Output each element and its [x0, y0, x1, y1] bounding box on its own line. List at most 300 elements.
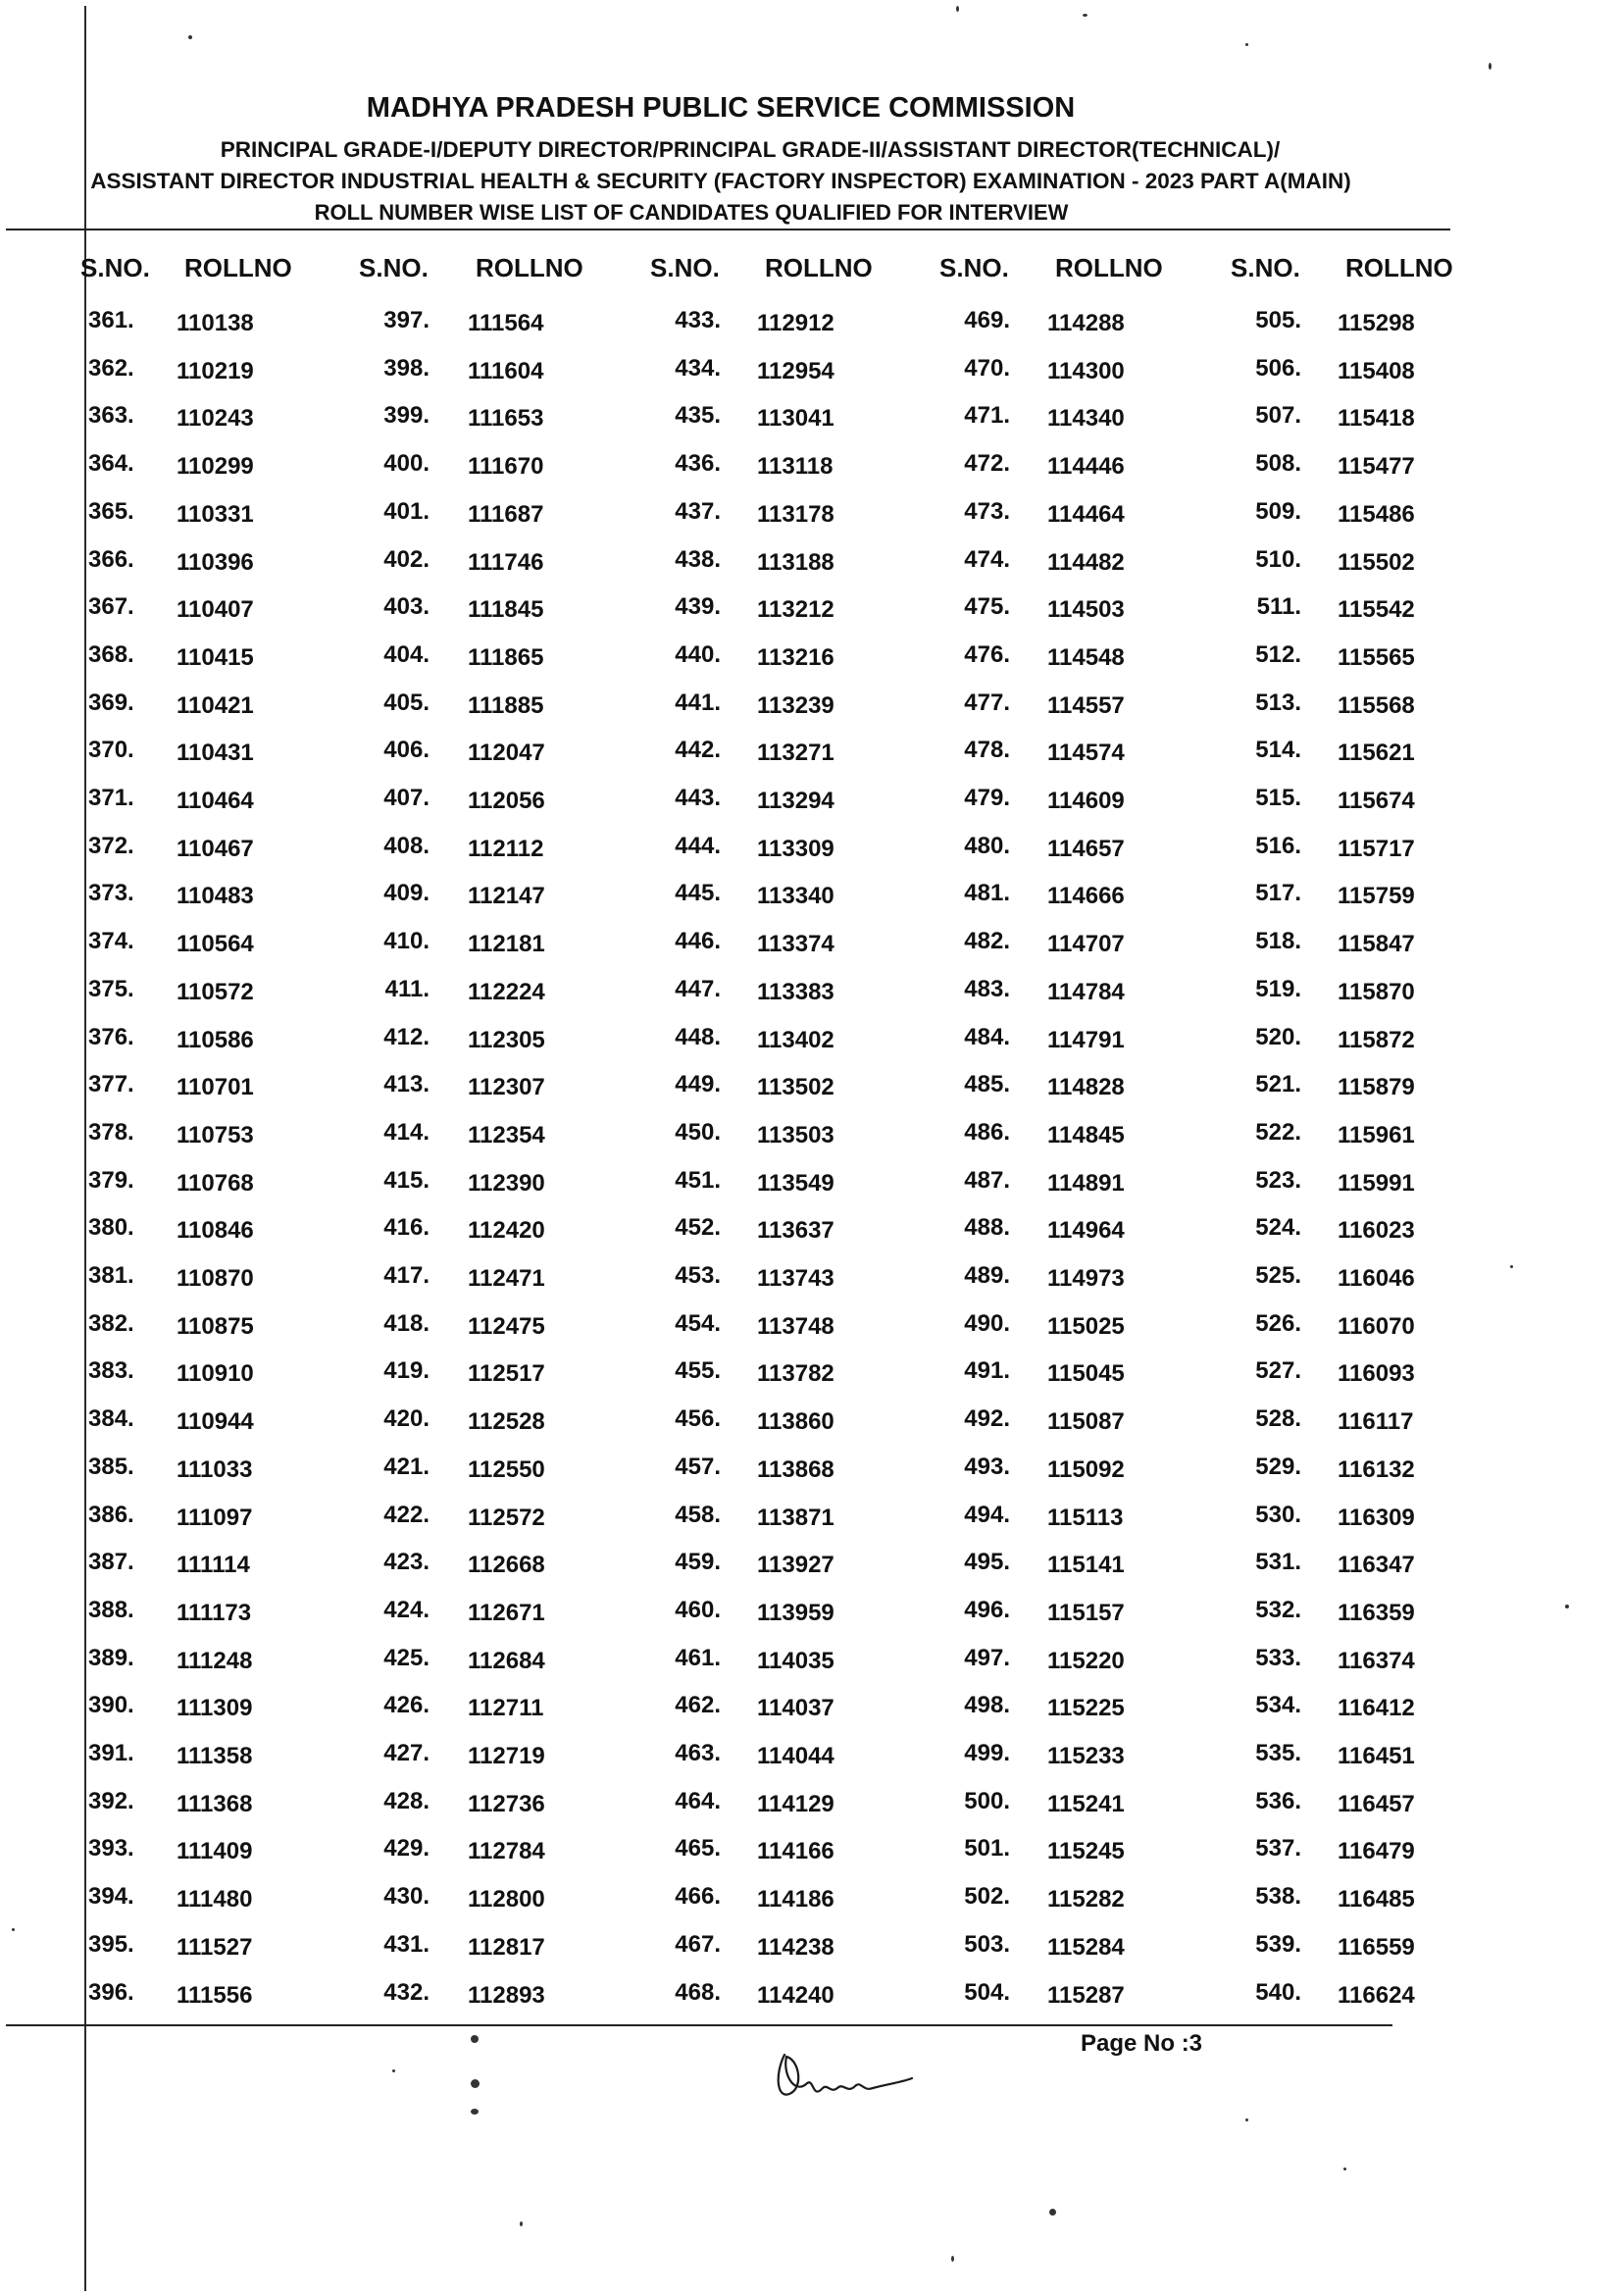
roll-number-cell: 110944 — [177, 1408, 254, 1436]
roll-number-cell: 113549 — [757, 1169, 834, 1197]
serial-number-cell: 423. — [383, 1549, 430, 1576]
serial-number-cell: 398. — [383, 354, 430, 382]
roll-number-cell: 112181 — [468, 931, 545, 958]
roll-number-cell: 115157 — [1047, 1599, 1125, 1626]
roll-number-cell: 114891 — [1047, 1169, 1125, 1197]
serial-number-cell: 391. — [88, 1740, 134, 1766]
serial-number-cell: 509. — [1255, 497, 1301, 525]
roll-number-cell: 116412 — [1338, 1695, 1415, 1722]
roll-number-cell: 113239 — [757, 691, 834, 719]
scan-speck — [471, 2035, 479, 2043]
serial-number-cell: 482. — [964, 928, 1010, 955]
roll-number-cell: 112047 — [468, 740, 545, 767]
serial-number-cell: 504. — [964, 1978, 1010, 2006]
serial-number-cell: 374. — [88, 928, 134, 955]
serial-number-cell: 407. — [383, 785, 430, 811]
serial-number-cell: 473. — [964, 497, 1010, 525]
roll-number-cell: 115565 — [1338, 643, 1415, 671]
roll-number-cell: 116309 — [1338, 1504, 1415, 1531]
roll-number-cell: 112528 — [468, 1408, 545, 1436]
serial-number-cell: 389. — [88, 1644, 134, 1671]
serial-number-cell: 533. — [1255, 1644, 1301, 1671]
roll-number-cell: 110768 — [177, 1169, 254, 1197]
serial-number-cell: 459. — [675, 1549, 721, 1576]
scan-speck — [1489, 63, 1492, 70]
serial-number-cell: 388. — [88, 1596, 134, 1623]
serial-number-cell: 437. — [675, 497, 721, 525]
roll-number-cell: 111885 — [468, 691, 544, 719]
serial-number-cell: 532. — [1255, 1596, 1301, 1623]
roll-number-cell: 113959 — [757, 1599, 834, 1626]
serial-number-cell: 526. — [1255, 1309, 1301, 1337]
roll-number-cell: 110243 — [177, 405, 254, 433]
roll-number-cell: 110415 — [177, 643, 254, 671]
roll-number-cell: 115284 — [1047, 1933, 1125, 1961]
serial-number-cell: 490. — [964, 1309, 1010, 1337]
serial-number-cell: 422. — [383, 1501, 430, 1528]
serial-number-cell: 449. — [675, 1071, 721, 1098]
serial-number-cell: 470. — [964, 354, 1010, 382]
roll-number-cell: 116117 — [1338, 1408, 1414, 1436]
roll-number-cell: 114446 — [1047, 453, 1125, 481]
roll-number-cell: 116093 — [1338, 1360, 1415, 1388]
serial-number-cell: 366. — [88, 545, 134, 573]
scan-speck — [1565, 1605, 1569, 1608]
roll-number-cell: 116070 — [1338, 1312, 1415, 1340]
roll-number-cell: 114828 — [1047, 1074, 1125, 1101]
roll-number-cell: 113041 — [757, 405, 834, 433]
roll-number-cell: 110421 — [177, 691, 254, 719]
roll-number-cell: 115674 — [1338, 788, 1415, 814]
roll-number-cell: 113743 — [757, 1265, 834, 1292]
roll-number-cell: 113748 — [757, 1312, 834, 1340]
serial-number-cell: 458. — [675, 1501, 721, 1528]
scan-speck — [520, 2221, 523, 2226]
serial-number-cell: 427. — [383, 1740, 430, 1766]
serial-number-cell: 394. — [88, 1883, 134, 1911]
rollno-column-header: ROLLNO — [765, 253, 873, 282]
serial-number-cell: 520. — [1255, 1023, 1301, 1050]
roll-number-cell: 115872 — [1338, 1026, 1415, 1053]
serial-number-cell: 403. — [383, 593, 430, 621]
scan-speck — [471, 2109, 479, 2115]
serial-number-cell: 443. — [675, 785, 721, 811]
roll-number-cell: 113637 — [757, 1217, 834, 1245]
serial-number-cell: 485. — [964, 1071, 1010, 1098]
serial-number-cell: 386. — [88, 1501, 134, 1528]
serial-number-cell: 525. — [1255, 1262, 1301, 1289]
roll-number-cell: 116132 — [1338, 1455, 1415, 1483]
serial-number-cell: 457. — [675, 1453, 721, 1480]
roll-number-cell: 113216 — [757, 643, 834, 671]
roll-number-cell: 116457 — [1338, 1790, 1415, 1817]
roll-number-cell: 114574 — [1047, 740, 1125, 767]
roll-number-cell: 113340 — [757, 883, 834, 910]
page-number: Page No :3 — [1081, 2030, 1203, 2057]
roll-number-cell: 110875 — [177, 1312, 254, 1340]
serial-number-cell: 406. — [383, 737, 430, 764]
serial-number-cell: 508. — [1255, 450, 1301, 478]
serial-number-cell: 483. — [964, 975, 1010, 1002]
roll-number-cell: 111033 — [177, 1455, 253, 1483]
roll-number-cell: 112893 — [468, 1981, 545, 2009]
roll-number-cell: 113118 — [757, 453, 834, 481]
serial-number-cell: 383. — [88, 1357, 134, 1385]
serial-number-cell: 420. — [383, 1405, 430, 1433]
serial-number-cell: 518. — [1255, 928, 1301, 955]
roll-number-cell: 112056 — [468, 788, 545, 814]
roll-number-cell: 112719 — [468, 1743, 545, 1769]
roll-number-cell: 110701 — [177, 1074, 254, 1101]
serial-number-cell: 495. — [964, 1549, 1010, 1576]
scan-speck — [951, 2256, 954, 2262]
roll-number-cell: 115225 — [1047, 1695, 1125, 1722]
serial-number-cell: 537. — [1255, 1835, 1301, 1862]
roll-number-cell: 116359 — [1338, 1599, 1415, 1626]
serial-number-cell: 380. — [88, 1214, 134, 1242]
roll-number-cell: 111480 — [177, 1886, 253, 1913]
serial-number-cell: 476. — [964, 640, 1010, 668]
roll-number-cell: 112354 — [468, 1121, 545, 1148]
roll-number-cell: 111248 — [177, 1647, 253, 1674]
serial-number-cell: 448. — [675, 1023, 721, 1050]
serial-number-cell: 517. — [1255, 880, 1301, 907]
scan-speck — [1083, 14, 1087, 17]
serial-number-cell: 367. — [88, 593, 134, 621]
roll-number-cell: 116046 — [1338, 1265, 1415, 1292]
serial-number-cell: 500. — [964, 1787, 1010, 1814]
serial-number-cell: 477. — [964, 689, 1010, 716]
roll-number-cell: 115282 — [1047, 1886, 1125, 1913]
exam-title-line-1: PRINCIPAL GRADE-I/DEPUTY DIRECTOR/PRINCIPAL GRADE-II/ASSISTANT DIRECTOR(TECHNICAL)/ — [220, 137, 1281, 162]
serial-number-cell: 408. — [383, 832, 430, 859]
roll-number-cell: 111527 — [177, 1933, 253, 1961]
serial-number-cell: 401. — [383, 497, 430, 525]
roll-number-cell: 110396 — [177, 548, 254, 576]
serial-number-cell: 428. — [383, 1787, 430, 1814]
serial-number-cell: 489. — [964, 1262, 1010, 1289]
roll-number-cell: 111409 — [177, 1838, 253, 1865]
roll-number-cell: 113271 — [757, 740, 834, 767]
roll-number-cell: 113178 — [757, 500, 834, 528]
serial-number-cell: 531. — [1255, 1549, 1301, 1576]
serial-number-cell: 529. — [1255, 1453, 1301, 1480]
serial-number-cell: 365. — [88, 497, 134, 525]
roll-number-cell: 110910 — [177, 1360, 254, 1388]
serial-number-cell: 486. — [964, 1118, 1010, 1146]
roll-number-cell: 115241 — [1047, 1790, 1125, 1817]
serial-number-cell: 414. — [383, 1118, 430, 1146]
roll-number-cell: 115418 — [1338, 405, 1415, 433]
roll-number-cell: 114784 — [1047, 978, 1125, 1005]
roll-number-cell: 114044 — [757, 1743, 834, 1769]
scan-speck — [188, 35, 192, 39]
roll-number-cell: 113212 — [757, 596, 834, 624]
roll-number-cell: 113383 — [757, 978, 834, 1005]
roll-number-cell: 113782 — [757, 1360, 834, 1388]
roll-number-cell: 112711 — [468, 1695, 544, 1722]
scan-speck — [1510, 1265, 1513, 1268]
serial-number-cell: 481. — [964, 880, 1010, 907]
roll-number-cell: 111358 — [177, 1743, 253, 1769]
roll-number-cell: 114845 — [1047, 1121, 1125, 1148]
serial-number-cell: 393. — [88, 1835, 134, 1862]
roll-number-cell: 115025 — [1047, 1312, 1125, 1340]
serial-number-cell: 492. — [964, 1405, 1010, 1433]
roll-number-cell: 110467 — [177, 835, 254, 862]
serial-number-cell: 484. — [964, 1023, 1010, 1050]
sno-column-header: S.NO. — [80, 253, 150, 282]
serial-number-cell: 478. — [964, 737, 1010, 764]
roll-number-cell: 115092 — [1047, 1455, 1125, 1483]
serial-number-cell: 530. — [1255, 1501, 1301, 1528]
serial-number-cell: 499. — [964, 1740, 1010, 1766]
serial-number-cell: 498. — [964, 1692, 1010, 1719]
serial-number-cell: 426. — [383, 1692, 430, 1719]
roll-number-cell: 112517 — [468, 1360, 545, 1388]
serial-number-cell: 418. — [383, 1309, 430, 1337]
roll-number-cell: 116023 — [1338, 1217, 1415, 1245]
roll-number-cell: 116624 — [1338, 1981, 1415, 2009]
serial-number-cell: 471. — [964, 402, 1010, 430]
signature-image — [765, 2045, 922, 2114]
roll-number-cell: 110753 — [177, 1121, 254, 1148]
roll-number-cell: 111865 — [468, 643, 544, 671]
serial-number-cell: 503. — [964, 1930, 1010, 1958]
roll-number-cell: 115045 — [1047, 1360, 1125, 1388]
roll-number-cell: 113503 — [757, 1121, 834, 1148]
serial-number-cell: 521. — [1255, 1071, 1301, 1098]
roll-number-cell: 110572 — [177, 978, 254, 1005]
scan-speck — [471, 2079, 480, 2088]
serial-number-cell: 412. — [383, 1023, 430, 1050]
serial-number-cell: 453. — [675, 1262, 721, 1289]
roll-number-cell: 112684 — [468, 1647, 545, 1674]
serial-number-cell: 400. — [383, 450, 430, 478]
roll-number-cell: 111687 — [468, 500, 544, 528]
serial-number-cell: 397. — [383, 307, 430, 333]
serial-number-cell: 444. — [675, 832, 721, 859]
roll-number-cell: 112112 — [468, 835, 544, 862]
serial-number-cell: 364. — [88, 450, 134, 478]
roll-number-cell: 110564 — [177, 931, 254, 958]
serial-number-cell: 505. — [1255, 307, 1301, 333]
roll-number-cell: 111556 — [177, 1981, 253, 2009]
serial-number-cell: 370. — [88, 737, 134, 764]
serial-number-cell: 514. — [1255, 737, 1301, 764]
sno-column-header: S.NO. — [650, 253, 720, 282]
serial-number-cell: 536. — [1255, 1787, 1301, 1814]
serial-number-cell: 510. — [1255, 545, 1301, 573]
serial-number-cell: 362. — [88, 354, 134, 382]
roll-number-cell: 110331 — [177, 500, 254, 528]
serial-number-cell: 452. — [675, 1214, 721, 1242]
roll-number-cell: 111097 — [177, 1504, 253, 1531]
serial-number-cell: 433. — [675, 307, 721, 333]
serial-number-cell: 539. — [1255, 1930, 1301, 1958]
serial-number-cell: 384. — [88, 1405, 134, 1433]
serial-number-cell: 522. — [1255, 1118, 1301, 1146]
serial-number-cell: 368. — [88, 640, 134, 668]
header-divider — [6, 229, 1450, 230]
roll-number-cell: 113860 — [757, 1408, 834, 1436]
serial-number-cell: 468. — [675, 1978, 721, 2006]
serial-number-cell: 464. — [675, 1787, 721, 1814]
scan-speck — [1245, 2118, 1248, 2121]
serial-number-cell: 487. — [964, 1166, 1010, 1194]
roll-number-cell: 114503 — [1047, 596, 1125, 624]
serial-number-cell: 375. — [88, 975, 134, 1002]
roll-number-cell: 110483 — [177, 883, 254, 910]
serial-number-cell: 512. — [1255, 640, 1301, 668]
serial-number-cell: 519. — [1255, 975, 1301, 1002]
serial-number-cell: 515. — [1255, 785, 1301, 811]
roll-number-cell: 110431 — [177, 740, 254, 767]
serial-number-cell: 465. — [675, 1835, 721, 1862]
roll-number-cell: 110870 — [177, 1265, 254, 1292]
serial-number-cell: 440. — [675, 640, 721, 668]
serial-number-cell: 474. — [964, 545, 1010, 573]
serial-number-cell: 413. — [383, 1071, 430, 1098]
roll-number-cell: 115408 — [1338, 357, 1415, 384]
serial-number-cell: 535. — [1255, 1740, 1301, 1766]
sno-column-header: S.NO. — [939, 253, 1009, 282]
roll-number-cell: 113502 — [757, 1074, 834, 1101]
scan-speck — [1049, 2209, 1056, 2216]
rollno-column-header: ROLLNO — [476, 253, 583, 282]
roll-number-cell: 116451 — [1338, 1743, 1415, 1769]
roll-number-cell: 110464 — [177, 788, 254, 814]
roll-number-cell: 115113 — [1047, 1504, 1124, 1531]
serial-number-cell: 506. — [1255, 354, 1301, 382]
serial-number-cell: 379. — [88, 1166, 134, 1194]
roll-number-cell: 113374 — [757, 931, 834, 958]
roll-number-cell: 114288 — [1047, 310, 1125, 336]
rollno-column-header: ROLLNO — [1055, 253, 1163, 282]
roll-number-cell: 114186 — [757, 1886, 834, 1913]
roll-number-cell: 112668 — [468, 1552, 545, 1579]
serial-number-cell: 424. — [383, 1596, 430, 1623]
serial-number-cell: 451. — [675, 1166, 721, 1194]
roll-number-cell: 114240 — [757, 1981, 834, 2009]
left-margin-line — [84, 6, 86, 2291]
serial-number-cell: 488. — [964, 1214, 1010, 1242]
scan-speck — [392, 2069, 395, 2072]
roll-number-cell: 115870 — [1338, 978, 1415, 1005]
roll-number-cell: 115233 — [1047, 1743, 1125, 1769]
serial-number-cell: 496. — [964, 1596, 1010, 1623]
roll-number-cell: 112671 — [468, 1599, 545, 1626]
roll-number-cell: 113188 — [757, 548, 834, 576]
roll-number-cell: 112475 — [468, 1312, 545, 1340]
roll-number-cell: 114037 — [757, 1695, 834, 1722]
roll-number-cell: 112307 — [468, 1074, 545, 1101]
roll-number-cell: 112420 — [468, 1217, 545, 1245]
roll-number-cell: 112147 — [468, 883, 545, 910]
roll-number-cell: 115287 — [1047, 1981, 1125, 2009]
roll-number-cell: 114340 — [1047, 405, 1125, 433]
roll-number-cell: 115542 — [1338, 596, 1415, 624]
roll-number-cell: 114300 — [1047, 357, 1125, 384]
serial-number-cell: 421. — [383, 1453, 430, 1480]
serial-number-cell: 516. — [1255, 832, 1301, 859]
roll-number-cell: 115486 — [1338, 500, 1415, 528]
serial-number-cell: 373. — [88, 880, 134, 907]
serial-number-cell: 390. — [88, 1692, 134, 1719]
serial-number-cell: 511. — [1256, 593, 1301, 621]
serial-number-cell: 361. — [88, 307, 134, 333]
serial-number-cell: 472. — [964, 450, 1010, 478]
roll-number-cell: 114666 — [1047, 883, 1125, 910]
roll-number-cell: 111564 — [468, 310, 544, 336]
roll-number-cell: 111114 — [177, 1552, 250, 1579]
serial-number-cell: 435. — [675, 402, 721, 430]
roll-number-cell: 111653 — [468, 405, 544, 433]
roll-number-cell: 114129 — [757, 1790, 834, 1817]
serial-number-cell: 411. — [384, 975, 430, 1002]
serial-number-cell: 534. — [1255, 1692, 1301, 1719]
roll-number-cell: 115961 — [1338, 1121, 1415, 1148]
sno-column-header: S.NO. — [1231, 253, 1300, 282]
roll-number-cell: 115220 — [1047, 1647, 1125, 1674]
scan-speck — [1245, 43, 1248, 46]
roll-number-cell: 114464 — [1047, 500, 1125, 528]
roll-number-cell: 113927 — [757, 1552, 834, 1579]
serial-number-cell: 381. — [88, 1262, 134, 1289]
serial-number-cell: 372. — [88, 832, 134, 859]
roll-number-cell: 116347 — [1338, 1552, 1415, 1579]
roll-number-cell: 112305 — [468, 1026, 545, 1053]
serial-number-cell: 392. — [88, 1787, 134, 1814]
serial-number-cell: 415. — [383, 1166, 430, 1194]
serial-number-cell: 469. — [964, 307, 1010, 333]
rollno-column-header: ROLLNO — [1345, 253, 1453, 282]
roll-number-cell: 115621 — [1338, 740, 1415, 767]
serial-number-cell: 439. — [675, 593, 721, 621]
roll-number-cell: 113402 — [757, 1026, 834, 1053]
roll-number-cell: 110846 — [177, 1217, 254, 1245]
roll-number-cell: 111845 — [468, 596, 544, 624]
serial-number-cell: 436. — [675, 450, 721, 478]
roll-number-cell: 115879 — [1338, 1074, 1415, 1101]
serial-number-cell: 513. — [1255, 689, 1301, 716]
roll-number-cell: 114548 — [1047, 643, 1125, 671]
serial-number-cell: 480. — [964, 832, 1010, 859]
roll-number-cell: 111309 — [177, 1695, 253, 1722]
serial-number-cell: 497. — [964, 1644, 1010, 1671]
roll-number-cell: 114035 — [757, 1647, 834, 1674]
serial-number-cell: 416. — [383, 1214, 430, 1242]
serial-number-cell: 502. — [964, 1883, 1010, 1911]
roll-number-cell: 114609 — [1047, 788, 1125, 814]
serial-number-cell: 425. — [383, 1644, 430, 1671]
serial-number-cell: 417. — [383, 1262, 430, 1289]
roll-number-cell: 110138 — [177, 310, 254, 336]
serial-number-cell: 431. — [383, 1930, 430, 1958]
roll-number-cell: 113294 — [757, 788, 834, 814]
roll-number-cell: 113309 — [757, 835, 834, 862]
serial-number-cell: 438. — [675, 545, 721, 573]
serial-number-cell: 467. — [675, 1930, 721, 1958]
serial-number-cell: 378. — [88, 1118, 134, 1146]
roll-number-cell: 115991 — [1338, 1169, 1415, 1197]
serial-number-cell: 404. — [383, 640, 430, 668]
serial-number-cell: 419. — [383, 1357, 430, 1385]
exam-title-line-2: ASSISTANT DIRECTOR INDUSTRIAL HEALTH & SECURITY (FACTORY INSPECTOR) EXAMINATION - 2023 PART A(MAIN) — [90, 169, 1351, 193]
serial-number-cell: 493. — [964, 1453, 1010, 1480]
roll-number-cell: 113868 — [757, 1455, 834, 1483]
roll-number-cell: 112572 — [468, 1504, 545, 1531]
